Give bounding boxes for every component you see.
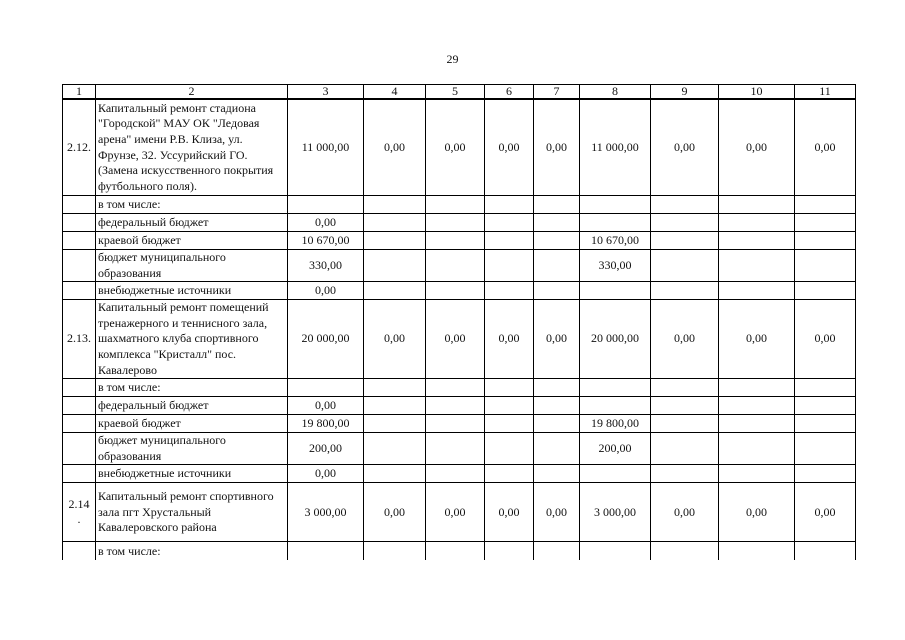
empty-cell (651, 542, 719, 561)
source-label: бюджет муниципального образования (96, 250, 288, 282)
empty-cell (364, 542, 426, 561)
table-header-row (63, 85, 856, 100)
value-cell: 0,00 (364, 483, 426, 542)
empty-cell (651, 282, 719, 300)
empty-cell (719, 214, 795, 232)
value-cell: 0,00 (426, 99, 485, 196)
empty-cell (364, 397, 426, 415)
empty-cell (63, 397, 96, 415)
column-header: 9 (651, 85, 719, 100)
empty-cell (63, 214, 96, 232)
item-code: 2.13. (63, 300, 96, 379)
empty-cell (580, 379, 651, 397)
empty-cell (364, 415, 426, 433)
empty-cell (364, 465, 426, 483)
table-row (63, 415, 856, 433)
empty-cell (364, 196, 426, 214)
empty-cell (426, 542, 485, 561)
empty-cell (364, 250, 426, 282)
table-row (63, 282, 856, 300)
source-total: 0,00 (288, 465, 364, 483)
empty-cell (288, 379, 364, 397)
empty-cell (651, 465, 719, 483)
value-cell: 11 000,00 (580, 99, 651, 196)
value-cell: 0,00 (426, 483, 485, 542)
empty-cell (580, 542, 651, 561)
column-header: 3 (288, 85, 364, 100)
empty-cell (795, 433, 856, 465)
empty-cell (485, 542, 534, 561)
value-cell: 0,00 (485, 300, 534, 379)
empty-cell (534, 433, 580, 465)
empty-cell (426, 196, 485, 214)
budget-table (62, 84, 856, 560)
empty-cell (63, 282, 96, 300)
including-label: в том числе: (96, 542, 288, 561)
source-total: 0,00 (288, 214, 364, 232)
empty-cell (534, 542, 580, 561)
value-cell: 0,00 (426, 300, 485, 379)
source-label: федеральный бюджет (96, 214, 288, 232)
empty-cell (651, 379, 719, 397)
empty-cell (719, 433, 795, 465)
empty-cell (795, 196, 856, 214)
empty-cell (719, 232, 795, 250)
empty-cell (651, 196, 719, 214)
source-col8 (580, 282, 651, 300)
source-total: 200,00 (288, 433, 364, 465)
source-col8 (580, 465, 651, 483)
empty-cell (364, 214, 426, 232)
empty-cell (534, 379, 580, 397)
table-row (63, 196, 856, 214)
column-header: 2 (96, 85, 288, 100)
value-cell: 0,00 (534, 483, 580, 542)
source-total: 0,00 (288, 282, 364, 300)
empty-cell (719, 282, 795, 300)
empty-cell (485, 250, 534, 282)
empty-cell (364, 379, 426, 397)
empty-cell (485, 379, 534, 397)
table-row (63, 232, 856, 250)
source-total: 0,00 (288, 397, 364, 415)
empty-cell (534, 282, 580, 300)
source-total: 10 670,00 (288, 232, 364, 250)
empty-cell (485, 196, 534, 214)
empty-cell (426, 379, 485, 397)
value-cell: 0,00 (719, 300, 795, 379)
empty-cell (485, 397, 534, 415)
source-label: краевой бюджет (96, 415, 288, 433)
empty-cell (485, 282, 534, 300)
value-cell: 20 000,00 (288, 300, 364, 379)
empty-cell (795, 214, 856, 232)
empty-cell (651, 214, 719, 232)
source-total: 330,00 (288, 250, 364, 282)
value-cell: 0,00 (485, 483, 534, 542)
value-cell: 0,00 (795, 99, 856, 196)
table-body (63, 99, 856, 560)
empty-cell (719, 379, 795, 397)
empty-cell (534, 232, 580, 250)
source-col8: 10 670,00 (580, 232, 651, 250)
empty-cell (288, 196, 364, 214)
empty-cell (795, 379, 856, 397)
empty-cell (719, 415, 795, 433)
column-header: 10 (719, 85, 795, 100)
table-row (63, 300, 856, 379)
item-code: 2.14 . (63, 483, 96, 542)
empty-cell (63, 196, 96, 214)
table-row (63, 397, 856, 415)
source-label: краевой бюджет (96, 232, 288, 250)
empty-cell (364, 282, 426, 300)
source-col8 (580, 397, 651, 415)
empty-cell (426, 282, 485, 300)
item-code: 2.12. (63, 99, 96, 196)
table-row (63, 214, 856, 232)
empty-cell (485, 214, 534, 232)
source-total: 19 800,00 (288, 415, 364, 433)
table-row (63, 465, 856, 483)
empty-cell (485, 232, 534, 250)
value-cell: 3 000,00 (580, 483, 651, 542)
value-cell: 20 000,00 (580, 300, 651, 379)
value-cell: 0,00 (651, 483, 719, 542)
value-cell: 3 000,00 (288, 483, 364, 542)
source-col8: 200,00 (580, 433, 651, 465)
value-cell: 0,00 (364, 99, 426, 196)
empty-cell (719, 465, 795, 483)
item-name: Капитальный ремонт стадиона "Городской" МАУ ОК "Ледовая арена" имени Р.В. Клиза, ул. Фрунзе, 32. Уссурийский ГО. (Замена искусственного покрытия футбольного поля). (96, 99, 288, 196)
source-label: федеральный бюджет (96, 397, 288, 415)
empty-cell (426, 397, 485, 415)
source-label: внебюджетные источники (96, 282, 288, 300)
table-row (63, 250, 856, 282)
empty-cell (651, 415, 719, 433)
empty-cell (795, 415, 856, 433)
value-cell: 0,00 (795, 300, 856, 379)
empty-cell (426, 465, 485, 483)
empty-cell (719, 196, 795, 214)
value-cell: 11 000,00 (288, 99, 364, 196)
including-label: в том числе: (96, 379, 288, 397)
empty-cell (534, 214, 580, 232)
empty-cell (426, 232, 485, 250)
table-row (63, 483, 856, 542)
value-cell: 0,00 (534, 99, 580, 196)
empty-cell (651, 397, 719, 415)
value-cell: 0,00 (485, 99, 534, 196)
empty-cell (795, 397, 856, 415)
table-row (63, 542, 856, 561)
empty-cell (534, 465, 580, 483)
empty-cell (485, 433, 534, 465)
empty-cell (795, 250, 856, 282)
table-row (63, 433, 856, 465)
value-cell: 0,00 (651, 99, 719, 196)
empty-cell (719, 542, 795, 561)
empty-cell (795, 232, 856, 250)
including-label: в том числе: (96, 196, 288, 214)
page-number: 29 (446, 52, 459, 66)
empty-cell (795, 465, 856, 483)
item-name: Капитальный ремонт спортивного зала пгт Хрустальный Кавалеровского района (96, 483, 288, 542)
value-cell: 0,00 (719, 99, 795, 196)
value-cell: 0,00 (364, 300, 426, 379)
table-row (63, 99, 856, 196)
empty-cell (63, 379, 96, 397)
source-label: бюджет муниципального образования (96, 433, 288, 465)
empty-cell (719, 397, 795, 415)
empty-cell (63, 232, 96, 250)
empty-cell (719, 250, 795, 282)
value-cell: 0,00 (651, 300, 719, 379)
empty-cell (534, 415, 580, 433)
empty-cell (63, 415, 96, 433)
column-header: 7 (534, 85, 580, 100)
empty-cell (534, 250, 580, 282)
empty-cell (364, 433, 426, 465)
value-cell: 0,00 (719, 483, 795, 542)
empty-cell (63, 465, 96, 483)
column-header: 1 (63, 85, 96, 100)
empty-cell (426, 433, 485, 465)
empty-cell (426, 415, 485, 433)
empty-cell (795, 282, 856, 300)
column-header: 6 (485, 85, 534, 100)
source-col8 (580, 214, 651, 232)
empty-cell (63, 433, 96, 465)
empty-cell (651, 250, 719, 282)
source-label: внебюджетные источники (96, 465, 288, 483)
empty-cell (364, 232, 426, 250)
empty-cell (795, 542, 856, 561)
empty-cell (63, 542, 96, 561)
empty-cell (485, 415, 534, 433)
column-header: 11 (795, 85, 856, 100)
empty-cell (63, 250, 96, 282)
empty-cell (580, 196, 651, 214)
column-header: 5 (426, 85, 485, 100)
column-header: 4 (364, 85, 426, 100)
empty-cell (426, 214, 485, 232)
value-cell: 0,00 (534, 300, 580, 379)
source-col8: 19 800,00 (580, 415, 651, 433)
empty-cell (426, 250, 485, 282)
empty-cell (485, 465, 534, 483)
item-name: Капитальный ремонт помещений тренажерного и теннисного зала, шахматного клуба спортивного комплекса "Кристалл" пос. Кавалерово (96, 300, 288, 379)
value-cell: 0,00 (795, 483, 856, 542)
empty-cell (651, 433, 719, 465)
empty-cell (288, 542, 364, 561)
empty-cell (651, 232, 719, 250)
column-header: 8 (580, 85, 651, 100)
source-col8: 330,00 (580, 250, 651, 282)
table-row (63, 379, 856, 397)
empty-cell (534, 196, 580, 214)
empty-cell (534, 397, 580, 415)
